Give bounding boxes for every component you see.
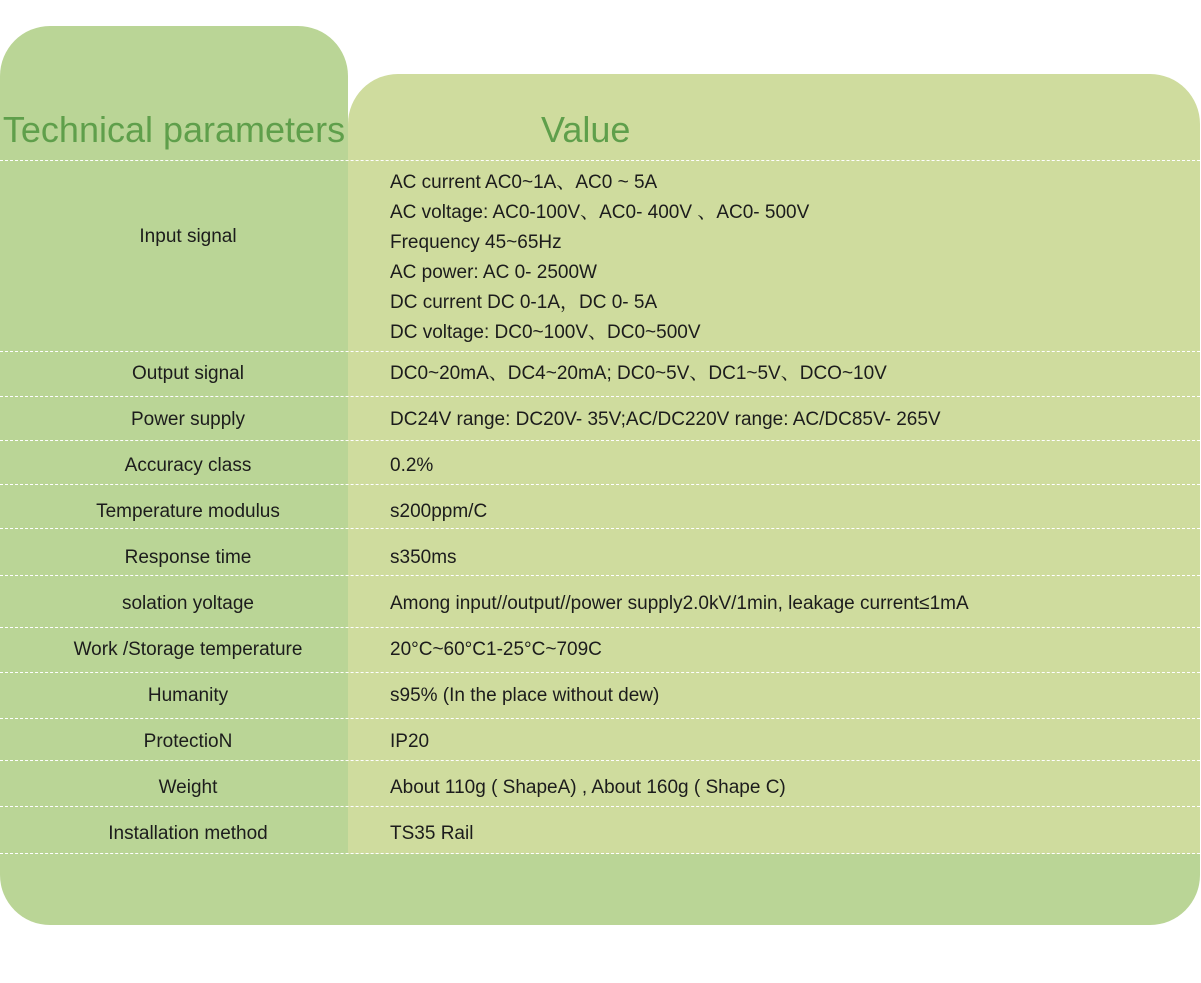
row-label: ProtectioN <box>143 731 233 752</box>
row-separator <box>0 351 1200 352</box>
table-row-protection <box>0 729 1200 755</box>
table-row-isolation-voltage <box>0 591 1200 617</box>
table-row-power-supply <box>0 407 1200 433</box>
row-value: s200ppm/C <box>390 501 488 522</box>
row-label: solation yoltage <box>121 593 255 614</box>
table-row-accuracy-class <box>0 453 1200 479</box>
table-row-humanity <box>0 683 1200 709</box>
value-line: AC voltage: AC0-100V、AC0- 400V 、AC0- 500V <box>390 202 810 223</box>
row-value <box>390 168 809 348</box>
row-label: Humanity <box>147 685 229 706</box>
row-value: About 110g ( ShapeA) , About 160g ( Shape C) <box>390 777 786 798</box>
row-separator <box>0 396 1200 397</box>
row-label: Input signal <box>139 226 237 247</box>
row-label: Response time <box>124 547 252 568</box>
row-value: TS35 Rail <box>390 823 474 844</box>
row-label: Weight <box>158 777 218 798</box>
row-separator <box>0 672 1200 673</box>
row-value: Among input//output//power supply2.0kV/1min, leakage current≤1mA <box>390 593 969 614</box>
row-label: Temperature modulus <box>96 501 280 522</box>
row-separator <box>0 484 1200 485</box>
row-label: Accuracy class <box>124 455 252 476</box>
table-row-response-time <box>0 545 1200 571</box>
value-line: DC voltage: DC0~100V、DC0~500V <box>390 322 701 343</box>
table-row-installation-method <box>0 821 1200 847</box>
row-separator <box>0 528 1200 529</box>
row-value: s95% (In the place without dew) <box>390 685 660 706</box>
value-line: AC current AC0~1A、AC0 ~ 5A <box>390 172 658 193</box>
row-label: Output signal <box>132 363 244 384</box>
value-header: Value <box>541 109 631 150</box>
row-separator <box>0 160 1200 161</box>
row-value: s350ms <box>390 547 457 568</box>
row-label: Power supply <box>130 409 246 430</box>
row-value: 0.2% <box>390 455 434 476</box>
table-row-work-storage-temperature <box>0 637 1200 663</box>
value-line: Frequency 45~65Hz <box>390 232 562 253</box>
table-footer-band <box>0 854 1200 925</box>
row-separator <box>0 627 1200 628</box>
row-value: DC24V range: DC20V- 35V;AC/DC220V range: AC/DC85V- 265V <box>390 409 941 430</box>
row-value: IP20 <box>390 731 430 752</box>
table-row-temperature-modulus <box>0 499 1200 525</box>
table-row-weight <box>0 775 1200 801</box>
parameters-header: Technical parameters <box>2 109 346 150</box>
table-row-output-signal <box>0 361 1200 387</box>
row-separator <box>0 718 1200 719</box>
value-line: AC power: AC 0- 2500W <box>390 262 597 283</box>
value-line: DC current DC 0-1A，DC 0- 5A <box>390 292 658 313</box>
row-separator <box>0 440 1200 441</box>
row-label: Installation method <box>108 823 268 844</box>
row-separator <box>0 806 1200 807</box>
row-separator <box>0 575 1200 576</box>
row-separator <box>0 760 1200 761</box>
row-value: 20°C~60°C1-25°C~709C <box>390 639 602 660</box>
row-value: DC0~20mA、DC4~20mA; DC0~5V、DC1~5V、DCO~10V <box>390 363 887 384</box>
row-separator <box>0 853 1200 854</box>
row-label: Work /Storage temperature <box>73 639 303 660</box>
